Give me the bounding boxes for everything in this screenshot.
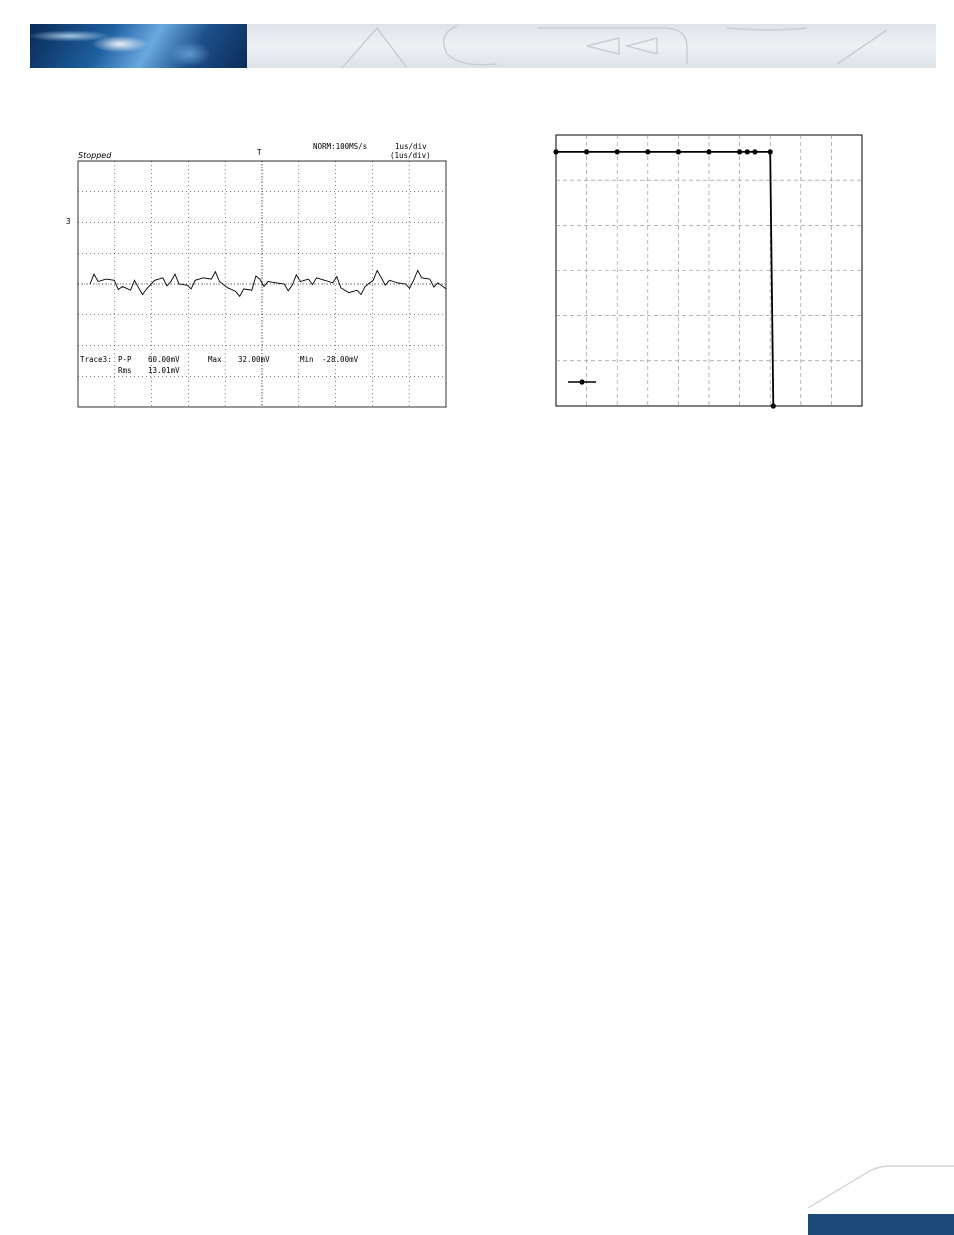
footer-accent <box>790 1158 954 1235</box>
scope-pp-label: P-P <box>118 355 132 364</box>
chart-data-point <box>745 149 750 154</box>
chart-data-point <box>752 149 757 154</box>
chart-data-point <box>768 149 773 154</box>
oscilloscope-capture <box>60 138 460 418</box>
scope-ch-marker: 3 <box>66 217 71 226</box>
scope-pp-value: 60.00mV <box>148 355 180 364</box>
chart-data-point <box>676 149 681 154</box>
banner-photo <box>30 24 247 68</box>
chart-data-point <box>771 403 776 408</box>
scope-trace-label: Trace3: <box>80 355 112 364</box>
footer-bar <box>808 1214 954 1235</box>
chart-data-point <box>615 149 620 154</box>
scope-min-value: -28.00mV <box>322 355 359 364</box>
scope-trigger-marker: T <box>257 148 262 157</box>
chart-data-point <box>553 149 558 154</box>
scope-sample-rate: NORM:100MS/s <box>313 142 368 151</box>
footer-swoosh <box>808 1166 954 1208</box>
scope-max-label: Max <box>208 355 222 364</box>
scope-timebase: 1us/div <box>395 142 427 151</box>
chart-data-point <box>645 149 650 154</box>
legend-marker <box>579 379 584 384</box>
chart-data-point <box>737 149 742 154</box>
scope-rms-label: Rms <box>118 366 132 375</box>
chart-data-point <box>584 149 589 154</box>
scope-rms-value: 13.01mV <box>148 366 180 375</box>
header-banner <box>30 24 936 68</box>
scope-min-label: Min <box>300 355 314 364</box>
scope-timebase-sub: (1us/div) <box>390 151 431 160</box>
derating-chart <box>546 128 876 418</box>
scope-status: Stopped <box>78 151 112 160</box>
chart-data-point <box>706 149 711 154</box>
scope-max-value: 32.00mV <box>238 355 270 364</box>
banner-watermark-logo <box>247 24 936 68</box>
